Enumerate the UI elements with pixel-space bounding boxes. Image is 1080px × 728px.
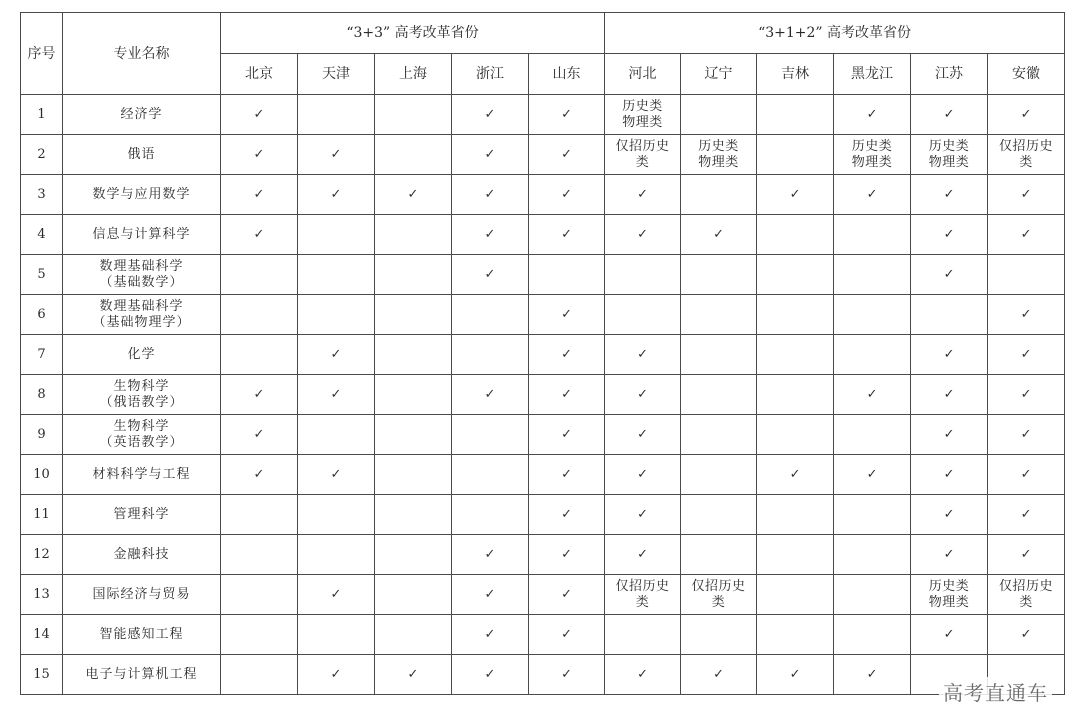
province-header: 江苏 — [911, 54, 988, 95]
check-mark: ✓ — [834, 95, 911, 135]
empty-cell — [757, 615, 834, 655]
check-mark: ✓ — [298, 335, 375, 375]
check-mark: ✓ — [834, 375, 911, 415]
empty-cell — [605, 295, 681, 335]
watermark: 高考直通车 — [939, 677, 1052, 706]
check-mark: ✓ — [529, 535, 605, 575]
check-mark: ✓ — [452, 175, 529, 215]
check-mark: ✓ — [605, 655, 681, 695]
table-row — [21, 135, 1065, 175]
check-mark: ✓ — [452, 95, 529, 135]
table-row — [21, 615, 1065, 655]
admission-note: 历史类 物理类 — [605, 95, 681, 135]
empty-cell — [834, 215, 911, 255]
province-header: 辽宁 — [681, 54, 757, 95]
major-name: 生物科学 （英语教学） — [63, 415, 221, 455]
check-mark: ✓ — [988, 215, 1065, 255]
major-header: 专业名称 — [63, 13, 221, 95]
check-mark: ✓ — [988, 295, 1065, 335]
empty-cell — [834, 295, 911, 335]
table-row — [21, 335, 1065, 375]
empty-cell — [298, 495, 375, 535]
empty-cell — [221, 615, 298, 655]
admission-note: 仅招历史 类 — [988, 575, 1065, 615]
major-name: 智能感知工程 — [63, 615, 221, 655]
check-mark: ✓ — [911, 255, 988, 295]
empty-cell — [375, 95, 452, 135]
check-mark: ✓ — [988, 495, 1065, 535]
empty-cell — [298, 255, 375, 295]
check-mark: ✓ — [221, 215, 298, 255]
empty-cell — [221, 495, 298, 535]
empty-cell — [221, 655, 298, 695]
empty-cell — [757, 575, 834, 615]
empty-cell — [757, 95, 834, 135]
empty-cell — [681, 255, 757, 295]
check-mark: ✓ — [911, 215, 988, 255]
check-mark: ✓ — [988, 535, 1065, 575]
check-mark: ✓ — [529, 495, 605, 535]
table-row — [21, 95, 1065, 135]
row-number: 5 — [21, 255, 63, 295]
empty-cell — [757, 135, 834, 175]
check-mark: ✓ — [911, 415, 988, 455]
check-mark: ✓ — [605, 455, 681, 495]
table-row — [21, 255, 1065, 295]
empty-cell — [529, 255, 605, 295]
check-mark: ✓ — [681, 215, 757, 255]
empty-cell — [452, 335, 529, 375]
check-mark: ✓ — [988, 175, 1065, 215]
check-mark: ✓ — [834, 655, 911, 695]
check-mark: ✓ — [605, 415, 681, 455]
check-mark: ✓ — [529, 135, 605, 175]
check-mark: ✓ — [757, 175, 834, 215]
major-name: 电子与计算机工程 — [63, 655, 221, 695]
check-mark: ✓ — [452, 535, 529, 575]
table-body — [21, 95, 1065, 695]
empty-cell — [681, 375, 757, 415]
empty-cell — [375, 295, 452, 335]
province-header: 黑龙江 — [834, 54, 911, 95]
check-mark: ✓ — [452, 215, 529, 255]
empty-cell — [834, 415, 911, 455]
empty-cell — [681, 535, 757, 575]
check-mark: ✓ — [298, 175, 375, 215]
check-mark: ✓ — [911, 495, 988, 535]
check-mark: ✓ — [375, 175, 452, 215]
group-3plus3-header: “3+3” 高考改革省份 — [221, 13, 605, 54]
check-mark: ✓ — [529, 455, 605, 495]
check-mark: ✓ — [298, 455, 375, 495]
empty-cell — [452, 415, 529, 455]
admission-note: 仅招历史 类 — [988, 135, 1065, 175]
empty-cell — [757, 215, 834, 255]
empty-cell — [221, 295, 298, 335]
row-number: 11 — [21, 495, 63, 535]
empty-cell — [681, 455, 757, 495]
check-mark: ✓ — [452, 655, 529, 695]
check-mark: ✓ — [529, 215, 605, 255]
province-header: 北京 — [221, 54, 298, 95]
empty-cell — [834, 495, 911, 535]
table-row — [21, 535, 1065, 575]
row-number: 10 — [21, 455, 63, 495]
empty-cell — [681, 495, 757, 535]
check-mark: ✓ — [988, 335, 1065, 375]
check-mark: ✓ — [529, 175, 605, 215]
table-row — [21, 295, 1065, 335]
check-mark: ✓ — [452, 615, 529, 655]
empty-cell — [221, 335, 298, 375]
check-mark: ✓ — [221, 95, 298, 135]
major-name: 经济学 — [63, 95, 221, 135]
empty-cell — [681, 295, 757, 335]
admission-note: 仅招历史 类 — [681, 575, 757, 615]
empty-cell — [375, 615, 452, 655]
major-name: 管理科学 — [63, 495, 221, 535]
table-row — [21, 175, 1065, 215]
province-header: 山东 — [529, 54, 605, 95]
row-number: 7 — [21, 335, 63, 375]
empty-cell — [681, 615, 757, 655]
empty-cell — [834, 335, 911, 375]
admission-note: 仅招历史 类 — [605, 135, 681, 175]
empty-cell — [375, 455, 452, 495]
row-number: 1 — [21, 95, 63, 135]
table-row — [21, 415, 1065, 455]
table-row — [21, 215, 1065, 255]
check-mark: ✓ — [988, 615, 1065, 655]
empty-cell — [757, 415, 834, 455]
empty-cell — [681, 335, 757, 375]
check-mark: ✓ — [605, 495, 681, 535]
empty-cell — [452, 455, 529, 495]
empty-cell — [298, 215, 375, 255]
major-name: 信息与计算科学 — [63, 215, 221, 255]
province-header: 浙江 — [452, 54, 529, 95]
empty-cell — [375, 335, 452, 375]
major-name: 数理基础科学 （基础物理学） — [63, 295, 221, 335]
table-row — [21, 575, 1065, 615]
table-row — [21, 375, 1065, 415]
empty-cell — [681, 415, 757, 455]
empty-cell — [757, 535, 834, 575]
major-name: 数学与应用数学 — [63, 175, 221, 215]
empty-cell — [757, 495, 834, 535]
empty-cell — [757, 375, 834, 415]
empty-cell — [605, 255, 681, 295]
empty-cell — [681, 175, 757, 215]
row-number: 8 — [21, 375, 63, 415]
empty-cell — [375, 135, 452, 175]
check-mark: ✓ — [529, 335, 605, 375]
row-number: 13 — [21, 575, 63, 615]
empty-cell — [298, 615, 375, 655]
check-mark: ✓ — [221, 415, 298, 455]
table-row — [21, 495, 1065, 535]
empty-cell — [834, 615, 911, 655]
check-mark: ✓ — [529, 575, 605, 615]
province-header: 河北 — [605, 54, 681, 95]
admission-note: 历史类 物理类 — [911, 575, 988, 615]
check-mark: ✓ — [452, 375, 529, 415]
empty-cell — [834, 255, 911, 295]
check-mark: ✓ — [911, 175, 988, 215]
admissions-table — [20, 12, 1065, 695]
empty-cell — [298, 95, 375, 135]
check-mark: ✓ — [221, 175, 298, 215]
check-mark: ✓ — [298, 655, 375, 695]
check-mark: ✓ — [988, 415, 1065, 455]
check-mark: ✓ — [452, 255, 529, 295]
row-number: 12 — [21, 535, 63, 575]
check-mark: ✓ — [911, 535, 988, 575]
empty-cell — [375, 535, 452, 575]
group-3plus1plus2-header: “3+1+2” 高考改革省份 — [605, 13, 1065, 54]
major-name: 俄语 — [63, 135, 221, 175]
check-mark: ✓ — [988, 375, 1065, 415]
check-mark: ✓ — [911, 615, 988, 655]
check-mark: ✓ — [529, 95, 605, 135]
empty-cell — [375, 255, 452, 295]
check-mark: ✓ — [529, 415, 605, 455]
empty-cell — [298, 295, 375, 335]
major-name: 数理基础科学 （基础数学） — [63, 255, 221, 295]
check-mark: ✓ — [605, 175, 681, 215]
empty-cell — [375, 575, 452, 615]
row-number: 9 — [21, 415, 63, 455]
check-mark: ✓ — [834, 455, 911, 495]
check-mark: ✓ — [375, 655, 452, 695]
empty-cell — [375, 415, 452, 455]
major-name: 材料科学与工程 — [63, 455, 221, 495]
empty-cell — [834, 575, 911, 615]
check-mark: ✓ — [452, 575, 529, 615]
check-mark: ✓ — [221, 455, 298, 495]
major-name: 生物科学 （俄语教学） — [63, 375, 221, 415]
check-mark: ✓ — [298, 575, 375, 615]
empty-cell — [988, 255, 1065, 295]
check-mark: ✓ — [529, 295, 605, 335]
check-mark: ✓ — [452, 135, 529, 175]
admission-note: 历史类 物理类 — [681, 135, 757, 175]
empty-cell — [681, 95, 757, 135]
row-number: 3 — [21, 175, 63, 215]
empty-cell — [452, 495, 529, 535]
check-mark: ✓ — [529, 655, 605, 695]
check-mark: ✓ — [911, 375, 988, 415]
major-name: 金融科技 — [63, 535, 221, 575]
empty-cell — [221, 575, 298, 615]
check-mark: ✓ — [221, 375, 298, 415]
empty-cell — [298, 535, 375, 575]
check-mark: ✓ — [681, 655, 757, 695]
row-number: 2 — [21, 135, 63, 175]
seq-header: 序号 — [21, 13, 63, 95]
row-number: 15 — [21, 655, 63, 695]
empty-cell — [375, 375, 452, 415]
major-name: 国际经济与贸易 — [63, 575, 221, 615]
empty-cell — [221, 255, 298, 295]
empty-cell — [375, 495, 452, 535]
check-mark: ✓ — [298, 375, 375, 415]
check-mark: ✓ — [605, 375, 681, 415]
check-mark: ✓ — [988, 95, 1065, 135]
admission-note: 历史类 物理类 — [834, 135, 911, 175]
empty-cell — [375, 215, 452, 255]
empty-cell — [757, 255, 834, 295]
admission-note: 仅招历史 类 — [605, 575, 681, 615]
table-row — [21, 655, 1065, 695]
check-mark: ✓ — [911, 335, 988, 375]
check-mark: ✓ — [911, 95, 988, 135]
check-mark: ✓ — [605, 335, 681, 375]
check-mark: ✓ — [529, 615, 605, 655]
check-mark: ✓ — [834, 175, 911, 215]
check-mark: ✓ — [221, 135, 298, 175]
province-header: 上海 — [375, 54, 452, 95]
empty-cell — [605, 615, 681, 655]
province-header: 吉林 — [757, 54, 834, 95]
empty-cell — [757, 295, 834, 335]
province-header: 安徽 — [988, 54, 1065, 95]
empty-cell — [298, 415, 375, 455]
check-mark: ✓ — [529, 375, 605, 415]
empty-cell — [834, 535, 911, 575]
empty-cell — [757, 335, 834, 375]
row-number: 14 — [21, 615, 63, 655]
check-mark: ✓ — [605, 215, 681, 255]
check-mark: ✓ — [757, 455, 834, 495]
empty-cell — [911, 295, 988, 335]
table-row — [21, 455, 1065, 495]
province-header: 天津 — [298, 54, 375, 95]
check-mark: ✓ — [988, 455, 1065, 495]
check-mark: ✓ — [605, 535, 681, 575]
row-number: 6 — [21, 295, 63, 335]
check-mark: ✓ — [298, 135, 375, 175]
row-number: 4 — [21, 215, 63, 255]
check-mark: ✓ — [757, 655, 834, 695]
check-mark: ✓ — [911, 455, 988, 495]
empty-cell — [221, 535, 298, 575]
admission-note: 历史类 物理类 — [911, 135, 988, 175]
major-name: 化学 — [63, 335, 221, 375]
empty-cell — [452, 295, 529, 335]
